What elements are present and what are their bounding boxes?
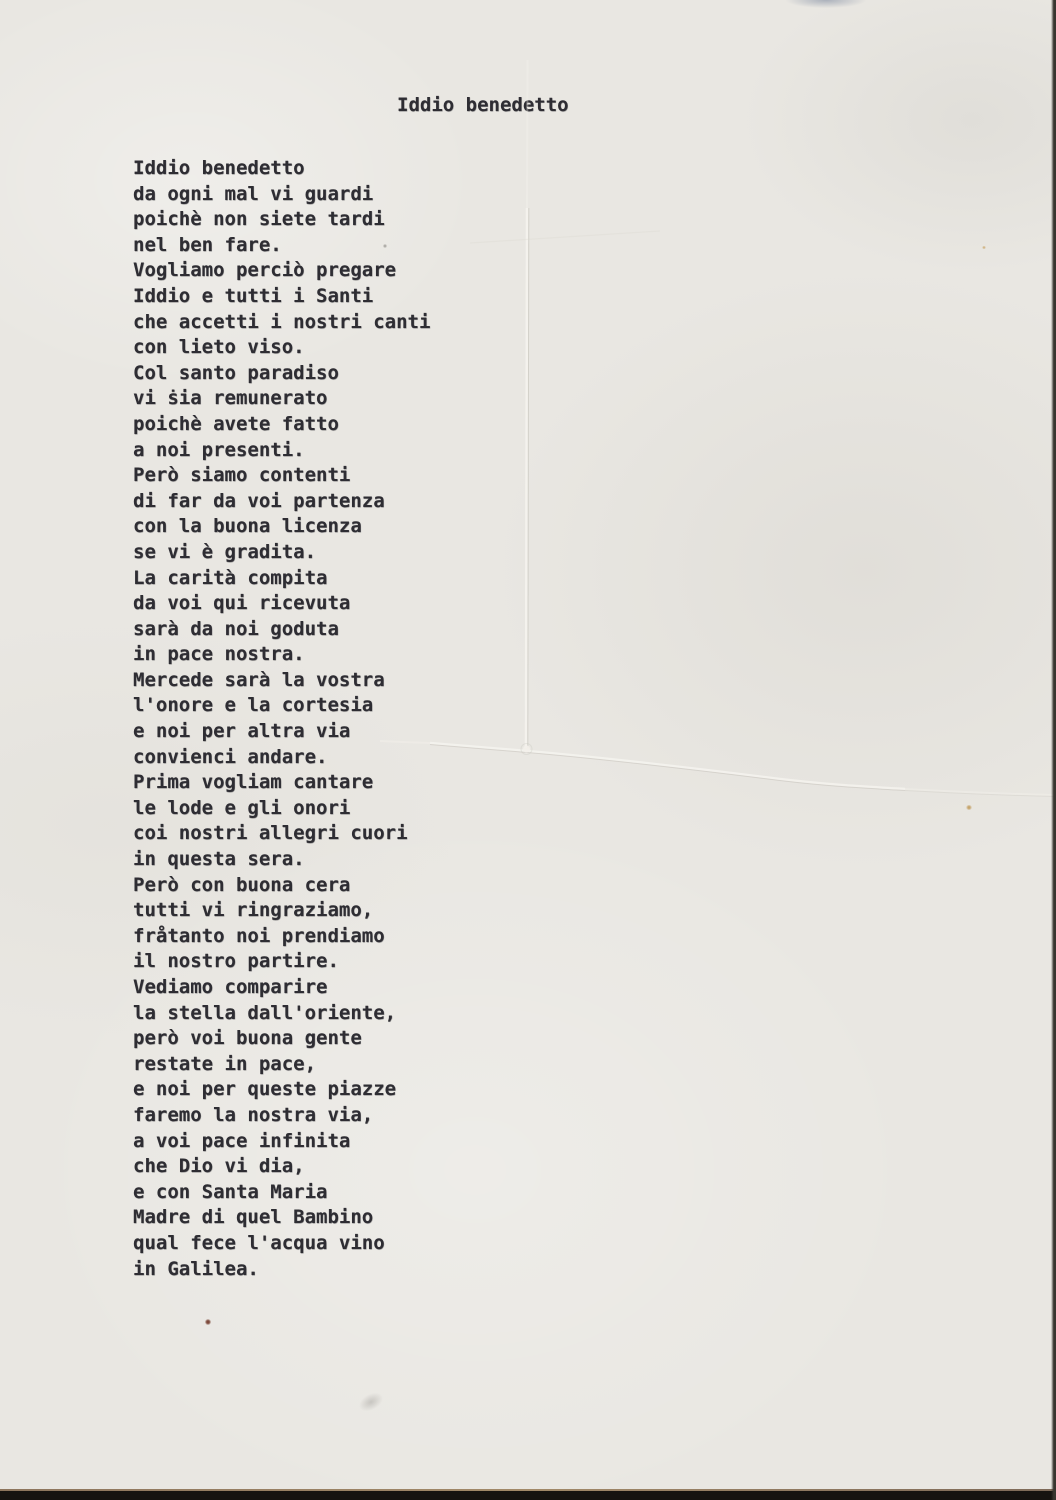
poem-line: Vediamo comparire [133,976,328,998]
poem-line: però voi buona gente [133,1027,362,1050]
poem-line: fråtanto noi prendiamo [133,924,385,947]
poem-line: a voi pace infinita [133,1129,351,1152]
scan-top-edge-smudge [786,0,866,8]
poem-line: Iddio benedetto [133,157,305,179]
poem-line: e noi per altra via [133,720,351,743]
poem-line: Mercede sarà la vostra [133,668,385,691]
poem-title: Iddio benedetto [397,94,569,116]
paper-smudge [356,1389,386,1415]
poem-line: con lieto viso. [133,336,305,359]
poem-line: la stella dall'oriente, [133,1001,397,1024]
poem-line: poichè avete fatto [133,412,339,435]
poem-line: nel ben fare. [133,233,282,256]
poem-line: restate in pace, [133,1052,317,1075]
paper-speck-gray [383,244,387,248]
poem-line: vi ṡia remunerato [133,387,328,410]
poem-line: le lode e gli onori [133,796,351,819]
poem-line: il nostro partire. [133,950,339,973]
poem-line: e noi per queste piazze [133,1078,397,1101]
poem-line: sarà da noi goduta [133,617,339,640]
poem-line: Madre di quel Bambino [133,1206,374,1229]
poem-line: da voi qui ricevuta [133,592,351,615]
poem-line: Però siamo contenti [133,464,351,487]
poem-line: da ogni mal vi guardi [133,182,374,205]
poem-line: convienci andare. [133,745,328,768]
poem-line: e con Santa Maria [133,1180,328,1203]
poem-line: qual fece l'acqua vino [133,1231,385,1254]
poem-line: che accetti i nostri canti [133,310,431,333]
poem-body [133,156,430,1282]
scan-right-edge-shadow [1051,0,1056,1500]
poem-line: se vi è gradita. [133,540,317,563]
poem-line: Col santo paradiso [133,361,339,384]
paper-speck-red [205,1319,211,1325]
poem-line: coi nostri allegri cuori [133,822,408,845]
poem-line: con la buona licenza [133,515,362,538]
poem-line: a noi presenti. [133,438,305,461]
poem-line: di far da voi partenza [133,489,385,512]
poem-line: in Galilea. [133,1257,259,1280]
poem-line: Iddio e tutti i Santi [133,284,374,307]
poem-line: l'onore e la cortesia [133,694,374,717]
poem-line: poichè non siete tardi [133,208,385,231]
poem-line: in pace nostra. [133,643,305,666]
poem-line: faremo la nostra via, [133,1103,374,1126]
poem-line: che Dio vi dia, [133,1155,305,1178]
paper-speck-orange-small [982,246,986,249]
poem-line: tutti vi ringraziamo, [133,899,374,922]
poem-line: in questa sera. [133,848,305,871]
poem-line: La carità compita [133,566,328,589]
poem-line: Però con buona cera [133,873,351,896]
paper-speck-orange [966,805,972,810]
poem-line: Vogliamo perciò pregare [133,259,397,282]
scan-bottom-black-band [0,1491,1056,1500]
poem-line: Prima vogliam cantare [133,771,374,794]
